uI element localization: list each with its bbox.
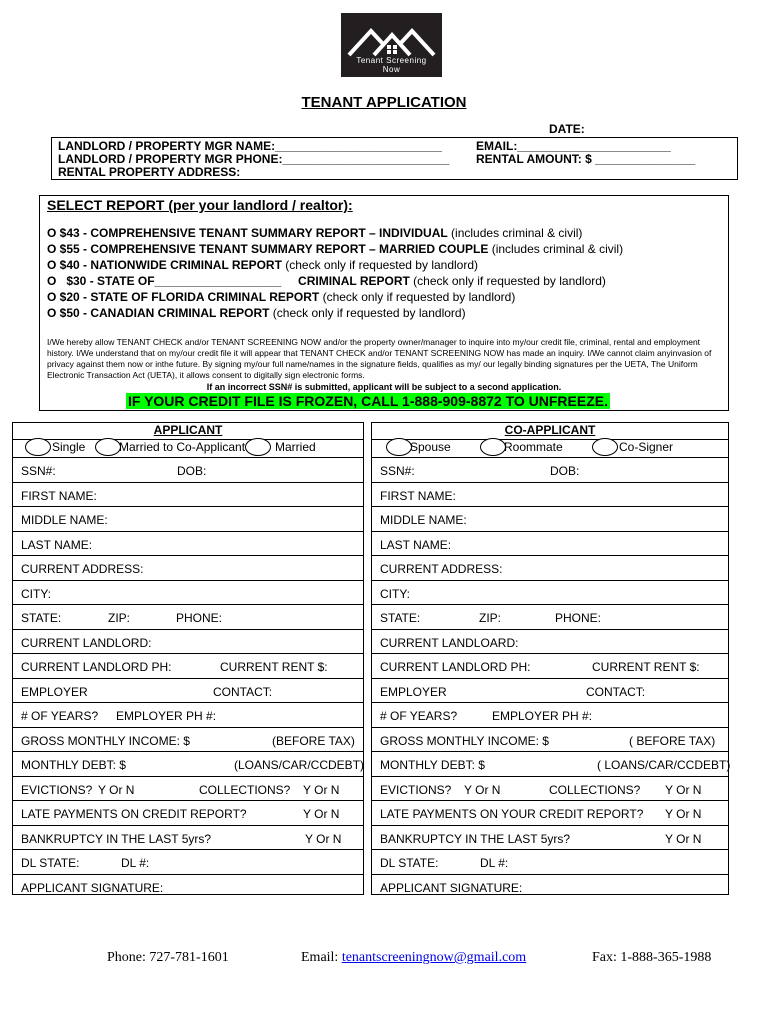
applicant-type-label: Single xyxy=(52,440,86,454)
coapplicant-middle-name-row[interactable] xyxy=(372,506,728,532)
applicant-last-name-row[interactable] xyxy=(13,531,363,557)
field-label: DOB: xyxy=(550,464,580,478)
applicant-ssn-dob-row[interactable] xyxy=(13,457,363,483)
applicant-current-address-row[interactable] xyxy=(13,555,363,581)
report-option-note: (check only if requested by landlord) xyxy=(409,274,606,288)
field-label: EMPLOYER xyxy=(21,684,88,699)
applicant-employer-contact-row[interactable] xyxy=(13,678,363,704)
field-label: SSN#: xyxy=(21,464,56,478)
field-label: EMPLOYER PH #: xyxy=(116,709,217,723)
field-label: ZIP: xyxy=(479,611,502,625)
applicant-heading: APPLICANT xyxy=(13,423,363,440)
report-option-title: O $43 - COMPREHENSIVE TENANT SUMMARY REPORT – INDIVIDUAL xyxy=(47,226,448,240)
field-label: CURRENT LANDLORD PH: xyxy=(21,660,172,674)
field-label: (LOANS/CAR/CCDEBT) xyxy=(234,758,365,772)
applicant-dl-state-row[interactable] xyxy=(13,849,363,875)
coapplicant-signature-row[interactable] xyxy=(372,874,728,899)
field-label: EMPLOYER xyxy=(380,684,447,699)
coapplicant-bankruptcy-row[interactable] xyxy=(372,825,728,851)
landlord-info-box xyxy=(51,137,738,180)
field-label: Y Or N xyxy=(305,831,342,846)
field-label: CURRENT ADDRESS: xyxy=(380,562,503,576)
report-option-title: O $55 - COMPREHENSIVE TENANT SUMMARY REPORT – MARRIED COUPLE xyxy=(47,242,489,256)
radio-single[interactable] xyxy=(25,438,51,456)
coapplicant-current-landlord-row[interactable] xyxy=(372,629,728,655)
field-label: DL #: xyxy=(121,856,150,870)
footer-email-label: Email: xyxy=(301,950,342,965)
footer-email-link[interactable]: tenantscreeningnow@gmail.com xyxy=(341,950,527,965)
applicant-landlord-ph-rent-row[interactable] xyxy=(13,653,363,679)
coapplicant-dl-state-row[interactable] xyxy=(372,849,728,875)
ssn-warning: If an incorrect SSN# is submitted, applicant will be subject to a second application. xyxy=(206,382,562,392)
coapplicant-gross-income-row[interactable] xyxy=(372,727,728,753)
field-label: Y Or N xyxy=(303,807,340,821)
field-label: PHONE: xyxy=(555,611,602,625)
landlord-phone-field[interactable]: LANDLORD / PROPERTY MGR PHONE:_________________________ xyxy=(58,152,450,166)
field-label: APPLICANT SIGNATURE: xyxy=(21,880,164,895)
applicant-gross-income-row[interactable] xyxy=(13,727,363,753)
field-label: DOB: xyxy=(177,464,207,478)
coapplicant-employer-contact-row[interactable] xyxy=(372,678,728,704)
report-option-title: O $20 - STATE OF FLORIDA CRIMINAL REPORT xyxy=(47,290,320,304)
field-label: COLLECTIONS? xyxy=(549,782,641,797)
coapplicant-years-employer-ph-row[interactable] xyxy=(372,702,728,728)
field-label: DL STATE: xyxy=(21,856,80,870)
field-label: (BEFORE TAX) xyxy=(272,733,355,748)
radio-married[interactable] xyxy=(245,438,271,456)
report-option-note: (check only if requested by landlord) xyxy=(281,258,479,272)
field-label: LATE PAYMENTS ON CREDIT REPORT? xyxy=(21,807,247,821)
footer-email xyxy=(301,950,526,966)
field-label: CITY: xyxy=(21,586,52,601)
landlord-email-field[interactable]: EMAIL:_______________________ xyxy=(476,139,671,153)
field-label: DL STATE: xyxy=(380,856,439,870)
applicant-monthly-debt-row[interactable] xyxy=(13,751,363,777)
field-label: FIRST NAME: xyxy=(21,488,97,503)
field-label: # OF YEARS? xyxy=(21,709,99,723)
field-label: LAST NAME: xyxy=(21,537,93,552)
consent-text: I/We hereby allow TENANT CHECK and/or TENANT SCREENING NOW and/or the property owner/manager to inquire into my/our credit file, criminal, rental and employment history. I/We understand that on my/our credit file it will appear that TENANT CHECK and/or TENANT SCREENING NOW has made an inquiry. I/We cannot claim anyinvasion of privacy against them now or inthe future. By signing my/our full name/names in the signature fields, qualifies as my/ our legally binding signatures per the UETA, The Uniform Electronic Transaction Act (UETA), it allows consent to digitally sign electronic forms. xyxy=(47,337,712,380)
field-label: GROSS MONTHLY INCOME: $ xyxy=(21,733,190,748)
field-label: GROSS MONTHLY INCOME: $ xyxy=(380,733,549,748)
report-option-state[interactable] xyxy=(47,274,606,289)
applicant-section xyxy=(12,422,364,895)
date-label: DATE: xyxy=(549,122,585,136)
field-label: Y Or N xyxy=(303,782,340,797)
field-label: CITY: xyxy=(380,586,411,601)
field-label: # OF YEARS? xyxy=(380,709,458,723)
logo-text-line1: Tenant Screening xyxy=(356,56,427,65)
page-title: TENANT APPLICATION xyxy=(301,94,467,111)
applicant-late-payments-row[interactable] xyxy=(13,800,363,826)
field-label: CONTACT: xyxy=(213,684,273,699)
coapplicant-evictions-collections-row[interactable] xyxy=(372,776,728,802)
field-label: COLLECTIONS? xyxy=(199,782,291,797)
applicant-bankruptcy-row[interactable] xyxy=(13,825,363,851)
coapplicant-city-row[interactable] xyxy=(372,580,728,606)
field-label: PHONE: xyxy=(176,611,223,625)
field-label: CURRENT LANDLORD: xyxy=(21,635,152,650)
field-label: EVICTIONS? xyxy=(21,782,93,797)
report-option-title: O $40 - NATIONWIDE CRIMINAL REPORT xyxy=(47,258,282,272)
coapplicant-section xyxy=(371,422,729,895)
coapplicant-state-zip-phone-row[interactable] xyxy=(372,604,728,630)
field-label: Y Or N xyxy=(665,807,702,821)
field-label: CURRENT LANDLORD PH: xyxy=(380,660,531,674)
coapplicant-late-payments-row[interactable] xyxy=(372,800,728,826)
rental-address-field[interactable]: RENTAL PROPERTY ADDRESS: xyxy=(58,165,241,179)
report-option-note: (check only if requested by landlord) xyxy=(319,290,516,304)
field-label: MONTHLY DEBT: $ xyxy=(380,758,485,772)
applicant-middle-name-row[interactable] xyxy=(13,506,363,532)
field-label: BANKRUPTCY IN THE LAST 5yrs? xyxy=(380,831,571,846)
field-label: ZIP: xyxy=(108,611,131,625)
field-label: EMPLOYER PH #: xyxy=(492,709,593,723)
rental-amount-field[interactable]: RENTAL AMOUNT: $ _______________ xyxy=(476,152,696,166)
footer-phone: Phone: 727-781-1601 xyxy=(107,950,229,965)
applicant-type-label: Married to Co-Applicant xyxy=(119,440,246,454)
coapplicant-type-label: Co-Signer xyxy=(619,440,674,454)
radio-roommate[interactable] xyxy=(480,438,506,456)
report-option-title: O $30 - STATE OF___________________ CRIMINAL REPORT xyxy=(47,274,410,288)
coapplicant-type-row xyxy=(372,439,728,458)
report-selection-box xyxy=(39,195,729,411)
report-option-florida[interactable] xyxy=(47,290,515,305)
field-label: Y Or N xyxy=(98,782,135,797)
applicant-evictions-collections-row[interactable] xyxy=(13,776,363,802)
coapplicant-type-label: Spouse xyxy=(410,440,451,454)
select-report-heading: SELECT REPORT (per your landlord / realtor): xyxy=(47,197,353,213)
applicant-type-label: Married xyxy=(275,440,316,454)
applicant-type-row xyxy=(13,439,363,458)
field-label: MIDDLE NAME: xyxy=(380,513,467,527)
report-option-married[interactable] xyxy=(47,242,623,257)
field-label: SSN#: xyxy=(380,464,415,478)
field-label: CURRENT RENT $: xyxy=(220,660,328,674)
field-label: Y Or N xyxy=(665,782,702,797)
field-label: APPLICANT SIGNATURE: xyxy=(380,880,523,895)
coapplicant-current-address-row[interactable] xyxy=(372,555,728,581)
field-label: Y Or N xyxy=(665,831,702,846)
field-label: BANKRUPTCY IN THE LAST 5yrs? xyxy=(21,831,212,846)
applicant-city-row[interactable] xyxy=(13,580,363,606)
radio-married-to-coapplicant[interactable] xyxy=(95,438,121,456)
field-label: Y Or N xyxy=(464,782,501,797)
field-label: STATE: xyxy=(380,611,421,625)
field-label: ( LOANS/CAR/CCDEBT) xyxy=(597,758,731,772)
coapplicant-heading: CO-APPLICANT xyxy=(372,423,728,440)
coapplicant-first-name-row[interactable] xyxy=(372,482,728,508)
field-label: MIDDLE NAME: xyxy=(21,513,108,527)
coapplicant-monthly-debt-row[interactable] xyxy=(372,751,731,777)
field-label: CONTACT: xyxy=(586,684,646,699)
report-option-nationwide[interactable] xyxy=(47,258,478,273)
radio-spouse[interactable] xyxy=(386,438,412,456)
applicant-state-zip-phone-row[interactable] xyxy=(13,604,363,630)
report-option-note: (includes criminal & civil) xyxy=(488,242,624,256)
field-label: DL #: xyxy=(480,856,509,870)
field-label: CURRENT ADDRESS: xyxy=(21,562,144,576)
report-option-note: (check only if requested by landlord) xyxy=(269,306,466,320)
applicant-signature-row[interactable] xyxy=(13,874,363,899)
applicant-first-name-row[interactable] xyxy=(13,482,363,508)
landlord-name-field[interactable]: LANDLORD / PROPERTY MGR NAME:_________________________ xyxy=(58,139,442,153)
footer-fax: Fax: 1-888-365-1988 xyxy=(592,950,712,965)
credit-frozen-notice: IF YOUR CREDIT FILE IS FROZEN, CALL 1-888-909-8872 TO UNFREEZE. xyxy=(128,393,608,409)
field-label: CURRENT LANDLOARD: xyxy=(380,635,519,650)
applicant-years-employer-ph-row[interactable] xyxy=(13,702,363,728)
field-label: MONTHLY DEBT: $ xyxy=(21,758,126,772)
coapplicant-fields xyxy=(372,457,731,895)
field-label: EVICTIONS? xyxy=(380,782,452,797)
logo-text-line2: Now xyxy=(382,65,401,74)
field-label: LAST NAME: xyxy=(380,537,452,552)
coapplicant-landlord-ph-rent-row[interactable] xyxy=(372,653,728,679)
coapplicant-type-label: Roommate xyxy=(504,440,563,454)
coapplicant-last-name-row[interactable] xyxy=(372,531,728,557)
field-label: FIRST NAME: xyxy=(380,488,456,503)
report-option-canadian[interactable] xyxy=(47,306,466,321)
report-option-individual[interactable] xyxy=(47,226,582,241)
field-label: CURRENT RENT $: xyxy=(592,660,700,674)
radio-cosigner[interactable] xyxy=(592,438,618,456)
field-label: LATE PAYMENTS ON YOUR CREDIT REPORT? xyxy=(380,807,644,821)
coapplicant-ssn-dob-row[interactable] xyxy=(372,457,728,483)
field-label: STATE: xyxy=(21,611,62,625)
report-option-title: O $50 - CANADIAN CRIMINAL REPORT xyxy=(47,306,270,320)
company-logo xyxy=(341,13,442,77)
report-option-note: (includes criminal & civil) xyxy=(447,226,583,240)
field-label: ( BEFORE TAX) xyxy=(629,733,716,748)
applicant-current-landlord-row[interactable] xyxy=(13,629,363,655)
applicant-fields xyxy=(13,457,363,894)
